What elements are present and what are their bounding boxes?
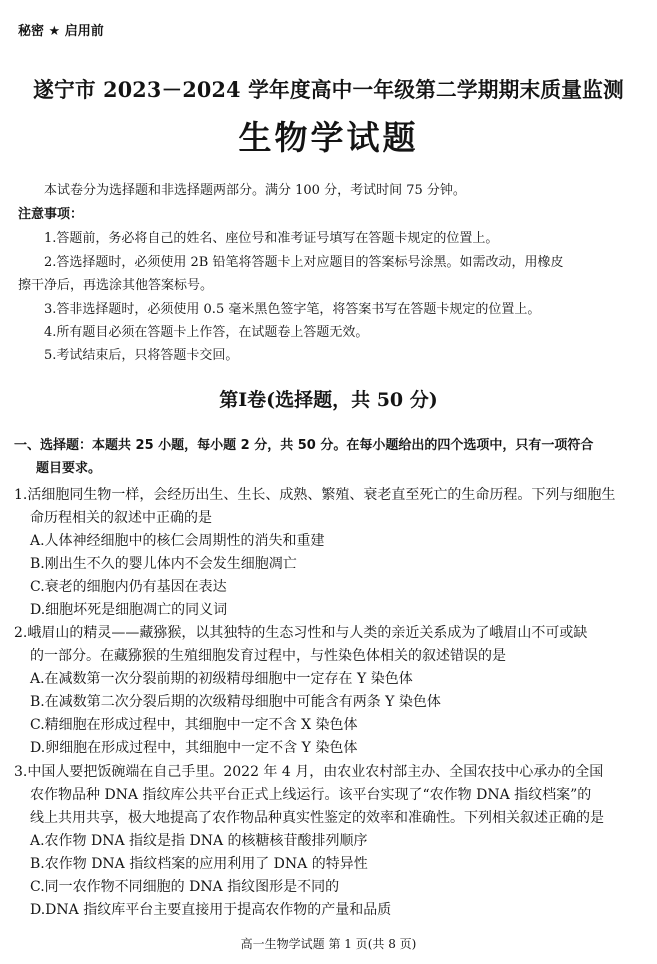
- exam-title: 遂宁市 2023－2024 学年度高中一年级第二学期期末质量监测: [33, 77, 624, 102]
- notice-item-continued: 擦干净后，再选涂其他答案标号。: [18, 278, 214, 293]
- section-instruction-continued: 题目要求。: [36, 461, 102, 476]
- subject-title: 生物学试题: [238, 118, 419, 157]
- notice-item: 2.答选择题时，必须使用 2B 铅笔将答题卡上对应题目的答案标号涂黑。如需改动，用橡皮: [44, 255, 564, 270]
- question-option: B.农作物 DNA 指纹档案的应用利用了 DNA 的特异性: [30, 856, 368, 872]
- question-option: A.农作物 DNA 指纹是指 DNA 的核糖核苷酸排列顺序: [30, 833, 368, 849]
- question-option: C.精细胞在形成过程中，其细胞中一定不含 X 染色体: [30, 717, 358, 733]
- question-option: C.衰老的细胞内仍有基因在表达: [30, 579, 227, 595]
- question-option: B.在减数第二次分裂后期的次级精母细胞中可能含有两条 Y 染色体: [30, 694, 441, 710]
- question-option: B.刚出生不久的婴儿体内不会发生细胞凋亡: [30, 556, 297, 572]
- page-footer: 高一生物学试题 第 1 页(共 8 页): [240, 937, 417, 951]
- question-stem: 3.中国人要把饭碗端在自己手里。2022 年 4 月，由农业农村部主办、全国农技中心承办的全国: [14, 764, 604, 780]
- notice-item: 3.答非选择题时，必须使用 0.5 毫米黑色签字笔，将答案书写在答题卡规定的位置上。: [44, 302, 541, 317]
- question-stem: 2.峨眉山的精灵——藏猕猴，以其独特的生态习性和与人类的亲近关系成为了峨眉山不可或缺: [14, 625, 588, 641]
- question-stem-continued: 农作物品种 DNA 指纹库公共平台正式上线运行。该平台实现了“农作物 DNA 指纹档案”的: [30, 787, 592, 803]
- section-instruction: 一、选择题：本题共 25 小题，每小题 2 分，共 50 分。在每小题给出的四个选项中，只有一项符合: [14, 438, 594, 453]
- question-option: D.DNA 指纹库平台主要直接用于提高农作物的产量和品质: [30, 902, 392, 918]
- secret-label: 秘密 ★ 启用前: [18, 24, 104, 39]
- notice-item: 1.答题前，务必将自己的姓名、座位号和准考证号填写在答题卡规定的位置上。: [44, 231, 499, 246]
- intro-text: 本试卷分为选择题和非选择题两部分。满分 100 分，考试时间 75 分钟。: [44, 183, 466, 198]
- notice-item: 5.考试结束后，只将答题卡交回。: [44, 348, 239, 363]
- question-option: A.在减数第一次分裂前期的初级精母细胞中一定存在 Y 染色体: [30, 671, 413, 687]
- question-stem-continued: 线上共用共享，极大地提高了农作物品种真实性鉴定的效率和准确性。下列相关叙述正确的是: [30, 810, 604, 826]
- notice-heading: 注意事项：: [18, 207, 84, 222]
- question-stem-continued: 命历程相关的叙述中正确的是: [30, 510, 212, 526]
- question-option: D.卵细胞在形成过程中，其细胞中一定不含 Y 染色体: [30, 740, 358, 756]
- question-option: A.人体神经细胞中的核仁会周期性的消失和重建: [30, 533, 325, 549]
- question-option: C.同一农作物不同细胞的 DNA 指纹图形是不同的: [30, 879, 340, 895]
- question-stem: 1.活细胞同生物一样，会经历出生、生长、成熟、繁殖、衰老直至死亡的生命历程。下列与细胞生: [14, 487, 616, 503]
- section-heading: 第Ⅰ卷(选择题，共 50 分): [219, 389, 438, 411]
- question-stem-continued: 的一部分。在藏猕猴的生殖细胞发育过程中，与性染色体相关的叙述错误的是: [30, 648, 506, 664]
- notice-item: 4.所有题目必须在答题卡上作答，在试题卷上答题无效。: [44, 325, 369, 340]
- question-option: D.细胞坏死是细胞凋亡的同义词: [30, 602, 228, 618]
